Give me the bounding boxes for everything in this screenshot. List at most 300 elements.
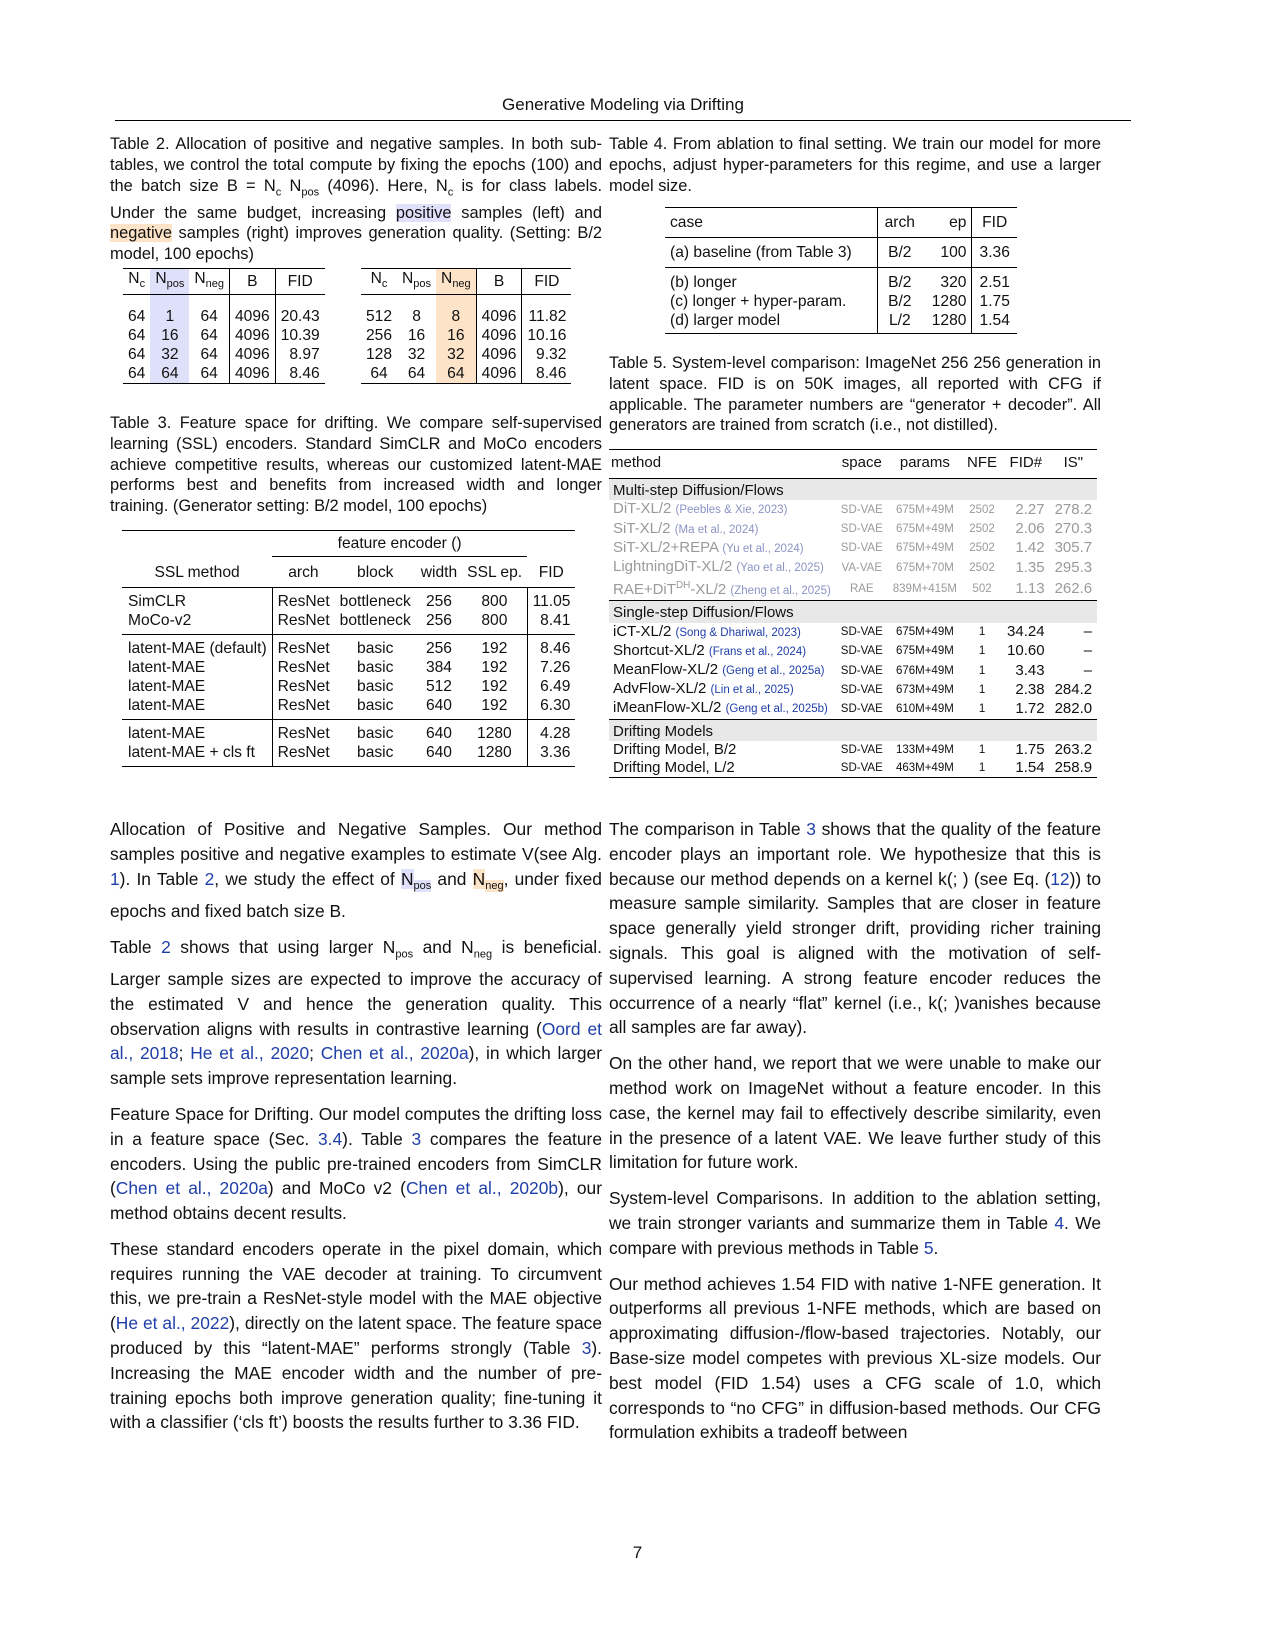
table-row: [122, 720, 575, 744]
table-cell: latent-MAE + cls ft: [122, 743, 272, 767]
params-cell: 676M+49M: [895, 664, 954, 677]
method-name: [609, 699, 836, 719]
col-fid: FID: [534, 273, 560, 291]
table-header: arch: [288, 564, 319, 581]
fid-cell: 1.75: [1015, 740, 1045, 758]
text-run: ). Table: [342, 1128, 412, 1149]
text-run: ). Increasing the MAE encoder width and the number of pre-training epochs both improve generation quality; fine-tuning it with a classifier (‘cls ft’) boosts the results further to 3.36 FID.: [110, 1338, 602, 1433]
fid-cell: 1.54: [1015, 759, 1045, 777]
table-cell: 64: [189, 364, 229, 384]
table-cell: 4096: [476, 295, 522, 327]
fid-cell: 2.06: [1015, 520, 1045, 538]
table-cell: [122, 531, 272, 557]
group-header: feature encoder (): [272, 531, 527, 557]
text-run: Allocation of Positive and Negative Samples. Our method samples positive and negative examples to estimate V(see Alg.: [110, 819, 602, 864]
nfe-cell: 502: [972, 582, 992, 595]
table-cell: 192: [462, 635, 527, 659]
table-cell: latent-MAE: [122, 677, 272, 696]
table3-caption: Table 3. Feature space for drifting. We compare self-supervised learning (SSL) encoders. Standard SimCLR and MoCo encoders achieve competitive results, whereas our customized latent-MAE performs best and benefits from increased width and longer training. (Generator setting: B/2 model, 100 epochs): [110, 414, 602, 516]
citation-link[interactable]: 1: [110, 868, 120, 889]
is-cell: 258.9: [1054, 759, 1093, 777]
table-cell: B/2: [888, 293, 912, 310]
table-cell: 11.82: [528, 308, 567, 326]
table-row: [609, 520, 1097, 539]
text-run: ), our method obtains decent results.: [110, 1178, 602, 1224]
table-cell: 512: [366, 308, 393, 326]
table-header-row: [665, 208, 1017, 238]
method-label: MeanFlow-XL/2: [613, 661, 719, 679]
is-cell: 282.0: [1054, 699, 1093, 717]
citation-link[interactable]: 4: [1054, 1212, 1065, 1233]
citation-link[interactable]: (Song & Dhariwal, 2023): [675, 626, 801, 639]
citation-link[interactable]: (Ma et al., 2024): [674, 523, 759, 536]
table-cell: 512: [425, 678, 452, 695]
page-number: 7: [632, 1543, 643, 1562]
citation-link[interactable]: (Peebles & Xie, 2023): [675, 504, 788, 517]
citation-link[interactable]: 2: [161, 936, 171, 957]
params-cell: 610M+49M: [895, 702, 954, 715]
table-cell: 16: [436, 326, 476, 345]
space-cell: SD-VAE: [840, 702, 883, 715]
text-run: ;: [178, 1043, 191, 1064]
text-run: Our method achieves 1.54 FID with native 1-NFE generation. It outperforms all previous 1-NFE methods, which are based on approximating diffusion-/flow-based trajectories. Notably, our Base-size model competes with previous XL-size models. Our best model (FID 1.54) uses a CFG scale of 1.0, which corresponds to “no CFG” in diffusion-based methods. Our CFG formulation exhibits a tradeoff between: [609, 1273, 1101, 1443]
params-cell: 675M+70M: [895, 561, 954, 574]
table-header: case: [665, 208, 877, 238]
table-row: [122, 588, 575, 612]
col-nneg: $N_{neg}$: [436, 269, 476, 295]
params-cell: 675M+49M: [895, 503, 954, 516]
table-row: [123, 364, 325, 384]
subscript: pos: [395, 948, 414, 961]
fid-cell: 2.27: [1015, 500, 1045, 518]
table-cell: ResNet: [277, 725, 330, 742]
space-cell: SD-VAE: [840, 523, 883, 536]
nfe-cell: 1: [978, 626, 986, 639]
table-header: space: [841, 454, 882, 471]
method-name: [609, 577, 836, 601]
method-label: SiT-XL/2: [613, 519, 671, 537]
text-run: ), in which larger sample sets improve representation learning.: [110, 1043, 602, 1089]
table-header: method: [611, 454, 662, 471]
table-row: [122, 677, 575, 696]
table2-caption: [110, 134, 602, 265]
table-row: [609, 642, 1097, 661]
paragraph: [609, 1186, 1101, 1260]
params-cell: 675M+49M: [895, 523, 954, 536]
is-cell: 284.2: [1054, 680, 1093, 698]
table-cell: 192: [462, 658, 527, 677]
table2-right: [361, 268, 571, 384]
table-cell: basic: [357, 678, 394, 695]
table-cell: latent-MAE: [122, 696, 272, 720]
col-nneg: $N_{neg}$: [189, 269, 229, 295]
paragraph: [609, 817, 1101, 1040]
table-cell: 192: [462, 696, 527, 720]
method-name: [609, 520, 836, 539]
nfe-cell: 1: [978, 664, 986, 677]
table-row: [361, 345, 571, 364]
citation-link[interactable]: 5: [923, 1237, 934, 1258]
table-header: IS": [1063, 454, 1084, 471]
table-cell: 256: [425, 612, 452, 629]
citation-link[interactable]: (Zheng et al., 2025): [730, 585, 831, 598]
params-cell: 675M+49M: [895, 626, 954, 639]
table-cell: MoCo-v2: [122, 611, 272, 635]
group-title: Drifting Models: [609, 719, 1097, 741]
table-cell: 16: [150, 326, 189, 345]
table-cell: ResNet: [277, 697, 330, 714]
method-label: Drifting Model, B/2: [613, 740, 737, 758]
text-run: Feature Space for Drifting. Our model computes the drifting loss in a feature space (Sec.: [110, 1103, 602, 1149]
space-cell: SD-VAE: [840, 645, 883, 658]
table-row: [665, 268, 1017, 293]
text-run: Table: [110, 936, 162, 957]
table3: [122, 530, 575, 767]
table-cell: 64: [128, 365, 146, 383]
table-cell: 10.39: [280, 327, 320, 345]
table-row: [609, 558, 1097, 577]
fid-cell: 10.60: [1007, 642, 1045, 660]
table-cell: basic: [357, 744, 394, 761]
method-name: [609, 680, 836, 699]
subscript: c: [275, 185, 282, 198]
table-header: SSL ep.: [467, 564, 523, 581]
table-cell: 4096: [230, 295, 276, 327]
citation-link[interactable]: 12: [1050, 868, 1070, 889]
table-cell: 4096: [476, 345, 522, 364]
method-label: RAE+DiT: [613, 581, 676, 599]
table-cell: 64: [407, 365, 426, 383]
nfe-cell: 2502: [969, 523, 995, 536]
table-cell: ResNet: [277, 744, 330, 761]
method-label: Drifting Model, L/2: [613, 759, 735, 777]
table-cell: 3.36: [540, 744, 571, 761]
subscript: neg: [485, 880, 504, 893]
subscript: pos: [301, 185, 320, 198]
method-label: SiT-XL/2+REPA: [613, 538, 719, 556]
table-cell: 384: [425, 659, 452, 676]
col-nc: $N_c$: [128, 270, 146, 291]
method-name: [609, 741, 836, 759]
text-run: negative: [110, 224, 172, 243]
table-header-row: [122, 557, 575, 588]
table-cell: 6.30: [540, 697, 571, 714]
table-cell: 64: [189, 326, 229, 345]
col-npos: $N_{pos}$: [402, 270, 432, 291]
is-cell: 278.2: [1054, 500, 1093, 518]
table-cell: 8.46: [536, 365, 567, 383]
group-title: Multi-step Diffusion/Flows: [609, 479, 1097, 501]
text-run: (4096). Here, N: [319, 176, 448, 195]
table-cell: 8.46: [289, 365, 320, 383]
table-cell: 4096: [476, 326, 522, 345]
table-row: [122, 696, 575, 720]
is-cell: 305.7: [1054, 539, 1093, 557]
fid-cell: 34.24: [1007, 623, 1045, 641]
citation-link[interactable]: 3: [806, 819, 816, 839]
table-header: SSL method: [154, 563, 240, 581]
col-b: B: [476, 269, 522, 295]
citation-link[interactable]: (Geng et al., 2025a): [722, 665, 825, 678]
table-row: [122, 743, 575, 767]
table-row: [361, 295, 571, 327]
citation-link[interactable]: 3.4: [317, 1128, 343, 1149]
is-cell: 263.2: [1054, 740, 1093, 758]
col-nc: $N_c$: [370, 270, 388, 291]
table4: [665, 207, 1017, 334]
table-cell: 1280: [922, 292, 972, 311]
table-row: [609, 539, 1097, 558]
table-cell: ResNet: [277, 612, 330, 629]
table-cell: 8.97: [289, 346, 320, 364]
text-run: .: [933, 1237, 939, 1258]
citation-link[interactable]: 2: [204, 868, 215, 889]
table-cell: latent-MAE: [122, 658, 272, 677]
paragraph: [110, 935, 602, 1091]
group-title: Single-step Diffusion/Flows: [609, 601, 1097, 623]
table-header: arch: [884, 214, 915, 231]
table-cell: bottleneck: [339, 612, 411, 629]
table-cell: (b) longer: [665, 268, 877, 293]
citation-link[interactable]: Oord et al., 2018: [110, 1018, 602, 1064]
nfe-cell: 2502: [969, 503, 995, 516]
citation-link[interactable]: 3: [581, 1338, 592, 1359]
table-row: [609, 741, 1097, 759]
table-cell: latent-MAE: [122, 720, 272, 744]
text-run: shows that the quality of the feature encoder plays an important role. We hypothesize that this is because our method depends on a kernel k(; ) (see Eq. (: [609, 819, 1102, 889]
fid-cell: 1.72: [1015, 699, 1045, 717]
nfe-cell: 1: [978, 762, 986, 775]
citation-link[interactable]: (Yao et al., 2025): [736, 562, 824, 575]
paragraph: [609, 1272, 1101, 1446]
table-cell: 320: [922, 268, 972, 293]
params-cell: 675M+49M: [895, 542, 954, 555]
table-cell: ResNet: [277, 678, 330, 695]
fid-cell: 1.13: [1015, 579, 1045, 597]
table-cell: ResNet: [277, 593, 330, 610]
table-cell: 64: [436, 364, 476, 384]
group-title-row: [609, 601, 1097, 623]
table-cell: 64: [189, 345, 229, 364]
params-cell: 673M+49M: [895, 683, 954, 696]
space-cell: SD-VAE: [840, 743, 883, 756]
table-cell: 8: [412, 308, 421, 326]
space-cell: SD-VAE: [840, 683, 883, 696]
table-cell: 32: [436, 345, 476, 364]
table-cell: 32: [407, 346, 426, 364]
table-cell: 64: [370, 365, 388, 383]
table-cell: B/2: [888, 244, 912, 261]
table-cell: 11.05: [532, 593, 571, 610]
table-cell: 1280: [462, 743, 527, 767]
params-cell: 133M+49M: [895, 743, 954, 756]
citation-link[interactable]: Chen et al., 2020b: [405, 1178, 559, 1199]
table-cell: 3.36: [979, 244, 1010, 261]
right-body-text: [609, 817, 1101, 1456]
params-cell: 839M+415M: [892, 582, 958, 595]
is-cell: 295.3: [1054, 558, 1093, 576]
table-cell: 32: [150, 345, 189, 364]
text-run: The comparison in Table: [609, 819, 807, 839]
table-cell: 9.32: [536, 346, 567, 364]
table-cell: 64: [150, 364, 189, 384]
table-row: [123, 326, 325, 345]
table-cell: 800: [462, 588, 527, 612]
text-run: N: [472, 868, 486, 889]
method-name: [609, 759, 836, 778]
text-run: samples (left) and: [451, 203, 602, 222]
fid-cell: 1.42: [1015, 539, 1045, 557]
citation-link[interactable]: (Geng et al., 2025b): [725, 703, 828, 716]
method-label: DiT-XL/2: [613, 500, 672, 518]
table-cell: 4096: [230, 345, 276, 364]
text-run: ), directly on the latent space. The feature space produced by this “latent-MAE” performs strongly (Table: [110, 1313, 602, 1359]
table-row: [122, 611, 575, 635]
table-cell: 4.28: [540, 725, 571, 742]
col-npos: $N_{pos}$: [150, 269, 189, 295]
citation-link[interactable]: (Lin et al., 2025): [710, 684, 794, 697]
table-row: [609, 577, 1097, 601]
group-title-row: [609, 719, 1097, 741]
text-run: Table 2. Allocation of positive and negative samples. In both sub-tables, we control the total compute by fixing the epochs (100) and the batch size B = N: [110, 135, 602, 195]
paragraph: [110, 1237, 602, 1435]
table-cell: (d) larger model: [665, 311, 877, 334]
is-cell: 262.6: [1054, 579, 1093, 597]
table-cell: [527, 531, 575, 557]
subscript: pos: [413, 880, 432, 893]
space-cell: SD-VAE: [840, 626, 883, 639]
text-run: . We compare with previous methods in Table: [609, 1212, 1101, 1258]
table-cell: SimCLR: [122, 588, 272, 612]
text-run: ). In Table: [119, 868, 205, 889]
table5-caption: Table 5. System-level comparison: ImageNet 256 256 generation in latent space. FID is on 50K images, all reported with CFG if applicable. The parameter numbers are “generator + decoder”. All generators are trained from scratch (i.e., not distilled).: [609, 354, 1101, 435]
citation-link[interactable]: (Frans et al., 2024): [708, 645, 807, 658]
table4-caption: Table 4. From ablation to final setting. We train our model for more epochs, adjust hyper-parameters for this regime, and use a larger model size.: [609, 135, 1101, 195]
is-cell: 270.3: [1054, 520, 1093, 538]
table-cell: 2.51: [979, 274, 1010, 291]
table-row: [609, 661, 1097, 680]
table-cell: (a) baseline (from Table 3): [665, 238, 877, 268]
table-cell: 4096: [230, 326, 276, 345]
nfe-cell: 1: [978, 645, 986, 658]
table-cell: 1.54: [979, 312, 1010, 329]
subscript: c: [447, 185, 454, 198]
citation-link[interactable]: He et al., 2022: [115, 1313, 230, 1334]
text-run: )) to measure sample similarity. Samples that are closer in feature space generally yield stronger drift, providing richer training signals. This goal is aligned with the motivation of self-supervised learning. A strong feature encoder reduces the occurrence of a nearly “flat” kernel (i.e., k(; )vanishes because all samples are far away).: [609, 868, 1102, 1038]
citation-link[interactable]: Chen et al., 2020a: [115, 1178, 268, 1199]
fid-cell: 3.43: [1015, 661, 1045, 679]
table-row: [361, 326, 571, 345]
table-header-row: [122, 531, 575, 557]
table-cell: 256: [425, 593, 452, 610]
table-cell: 64: [128, 308, 146, 326]
fid-cell: 1.35: [1015, 558, 1045, 576]
space-cell: SD-VAE: [840, 542, 883, 555]
table-cell: 20.43: [280, 308, 320, 326]
table-cell: 1.75: [979, 293, 1010, 310]
table-cell: 64: [189, 295, 229, 327]
table-cell: basic: [357, 697, 394, 714]
paragraph: [609, 1051, 1101, 1175]
method-name: [609, 661, 836, 680]
text-run: ;: [309, 1043, 321, 1064]
table-cell: 640: [425, 697, 452, 714]
space-cell: SD-VAE: [840, 503, 883, 516]
text-run: ) and MoCo v2 (: [267, 1178, 406, 1199]
table-header: params: [899, 454, 950, 471]
table-row: [122, 635, 575, 659]
is-cell: –: [1083, 642, 1093, 660]
method-name: [609, 500, 836, 519]
subscript: neg: [473, 948, 493, 961]
text-run: and: [431, 868, 473, 889]
params-cell: 675M+49M: [895, 645, 954, 658]
table-cell: 4096: [230, 364, 276, 384]
method-label: Shortcut-XL/2: [613, 641, 705, 659]
table-row: [665, 311, 1017, 334]
citation-link[interactable]: He et al., 2020: [190, 1043, 310, 1064]
table-cell: 64: [128, 346, 146, 364]
space-cell: SD-VAE: [840, 762, 883, 775]
table-header: block: [357, 564, 394, 581]
col-fid: FID: [287, 273, 313, 291]
superscript: DH: [675, 580, 691, 592]
citation-link[interactable]: (Yu et al., 2024): [722, 542, 804, 555]
paragraph: [110, 817, 602, 924]
method-label: LightningDiT-XL/2: [613, 558, 733, 576]
table-row: [361, 364, 571, 384]
nfe-cell: 1: [978, 743, 986, 756]
table-header-row: [609, 450, 1097, 479]
table-header: FID#: [1009, 454, 1043, 471]
citation-link[interactable]: 3: [411, 1128, 422, 1149]
text-run: N: [400, 868, 414, 889]
table-cell: ResNet: [277, 640, 330, 657]
table-row: [122, 658, 575, 677]
table5: [609, 449, 1097, 778]
table-cell: 8.46: [540, 640, 571, 657]
text-run: On the other hand, we report that we were unable to make our method work on ImageNet without a feature encoder. In this case, the kernel may fail to effectively describe similarity, even in the presence of a latent VAE. We leave further study of this limitation for future work.: [609, 1053, 1101, 1173]
table-cell: basic: [357, 640, 394, 657]
table-row: [609, 699, 1097, 719]
table-cell: ResNet: [277, 659, 330, 676]
table-cell: 128: [366, 346, 393, 364]
table-cell: basic: [357, 659, 394, 676]
running-header: Generative Modeling via Drifting: [502, 95, 744, 114]
table-cell: 256: [366, 327, 393, 345]
is-cell: –: [1083, 661, 1093, 679]
table-header: width: [420, 564, 458, 581]
table-cell: bottleneck: [339, 593, 411, 610]
method-name: [609, 558, 836, 577]
table-cell: (c) longer + hyper-param.: [665, 292, 877, 311]
text-run: , we study the effect of: [214, 868, 401, 889]
citation-link[interactable]: Chen et al., 2020a: [320, 1043, 469, 1064]
nfe-cell: 2502: [969, 561, 995, 574]
text-run: samples (right) improves generation quality. (Setting: B/2 model, 100 epochs): [110, 224, 602, 264]
table-cell: 640: [425, 725, 452, 742]
table-cell: L/2: [888, 312, 911, 329]
table-row: [665, 292, 1017, 311]
table-cell: 16: [407, 327, 426, 345]
table-header: ep: [922, 208, 972, 238]
table-cell: 6.49: [540, 678, 571, 695]
table-row: [609, 680, 1097, 699]
method-label: iCT-XL/2: [613, 622, 672, 640]
left-body-text: [110, 817, 602, 1446]
table-row: [609, 759, 1097, 778]
table-cell: 640: [425, 744, 452, 761]
